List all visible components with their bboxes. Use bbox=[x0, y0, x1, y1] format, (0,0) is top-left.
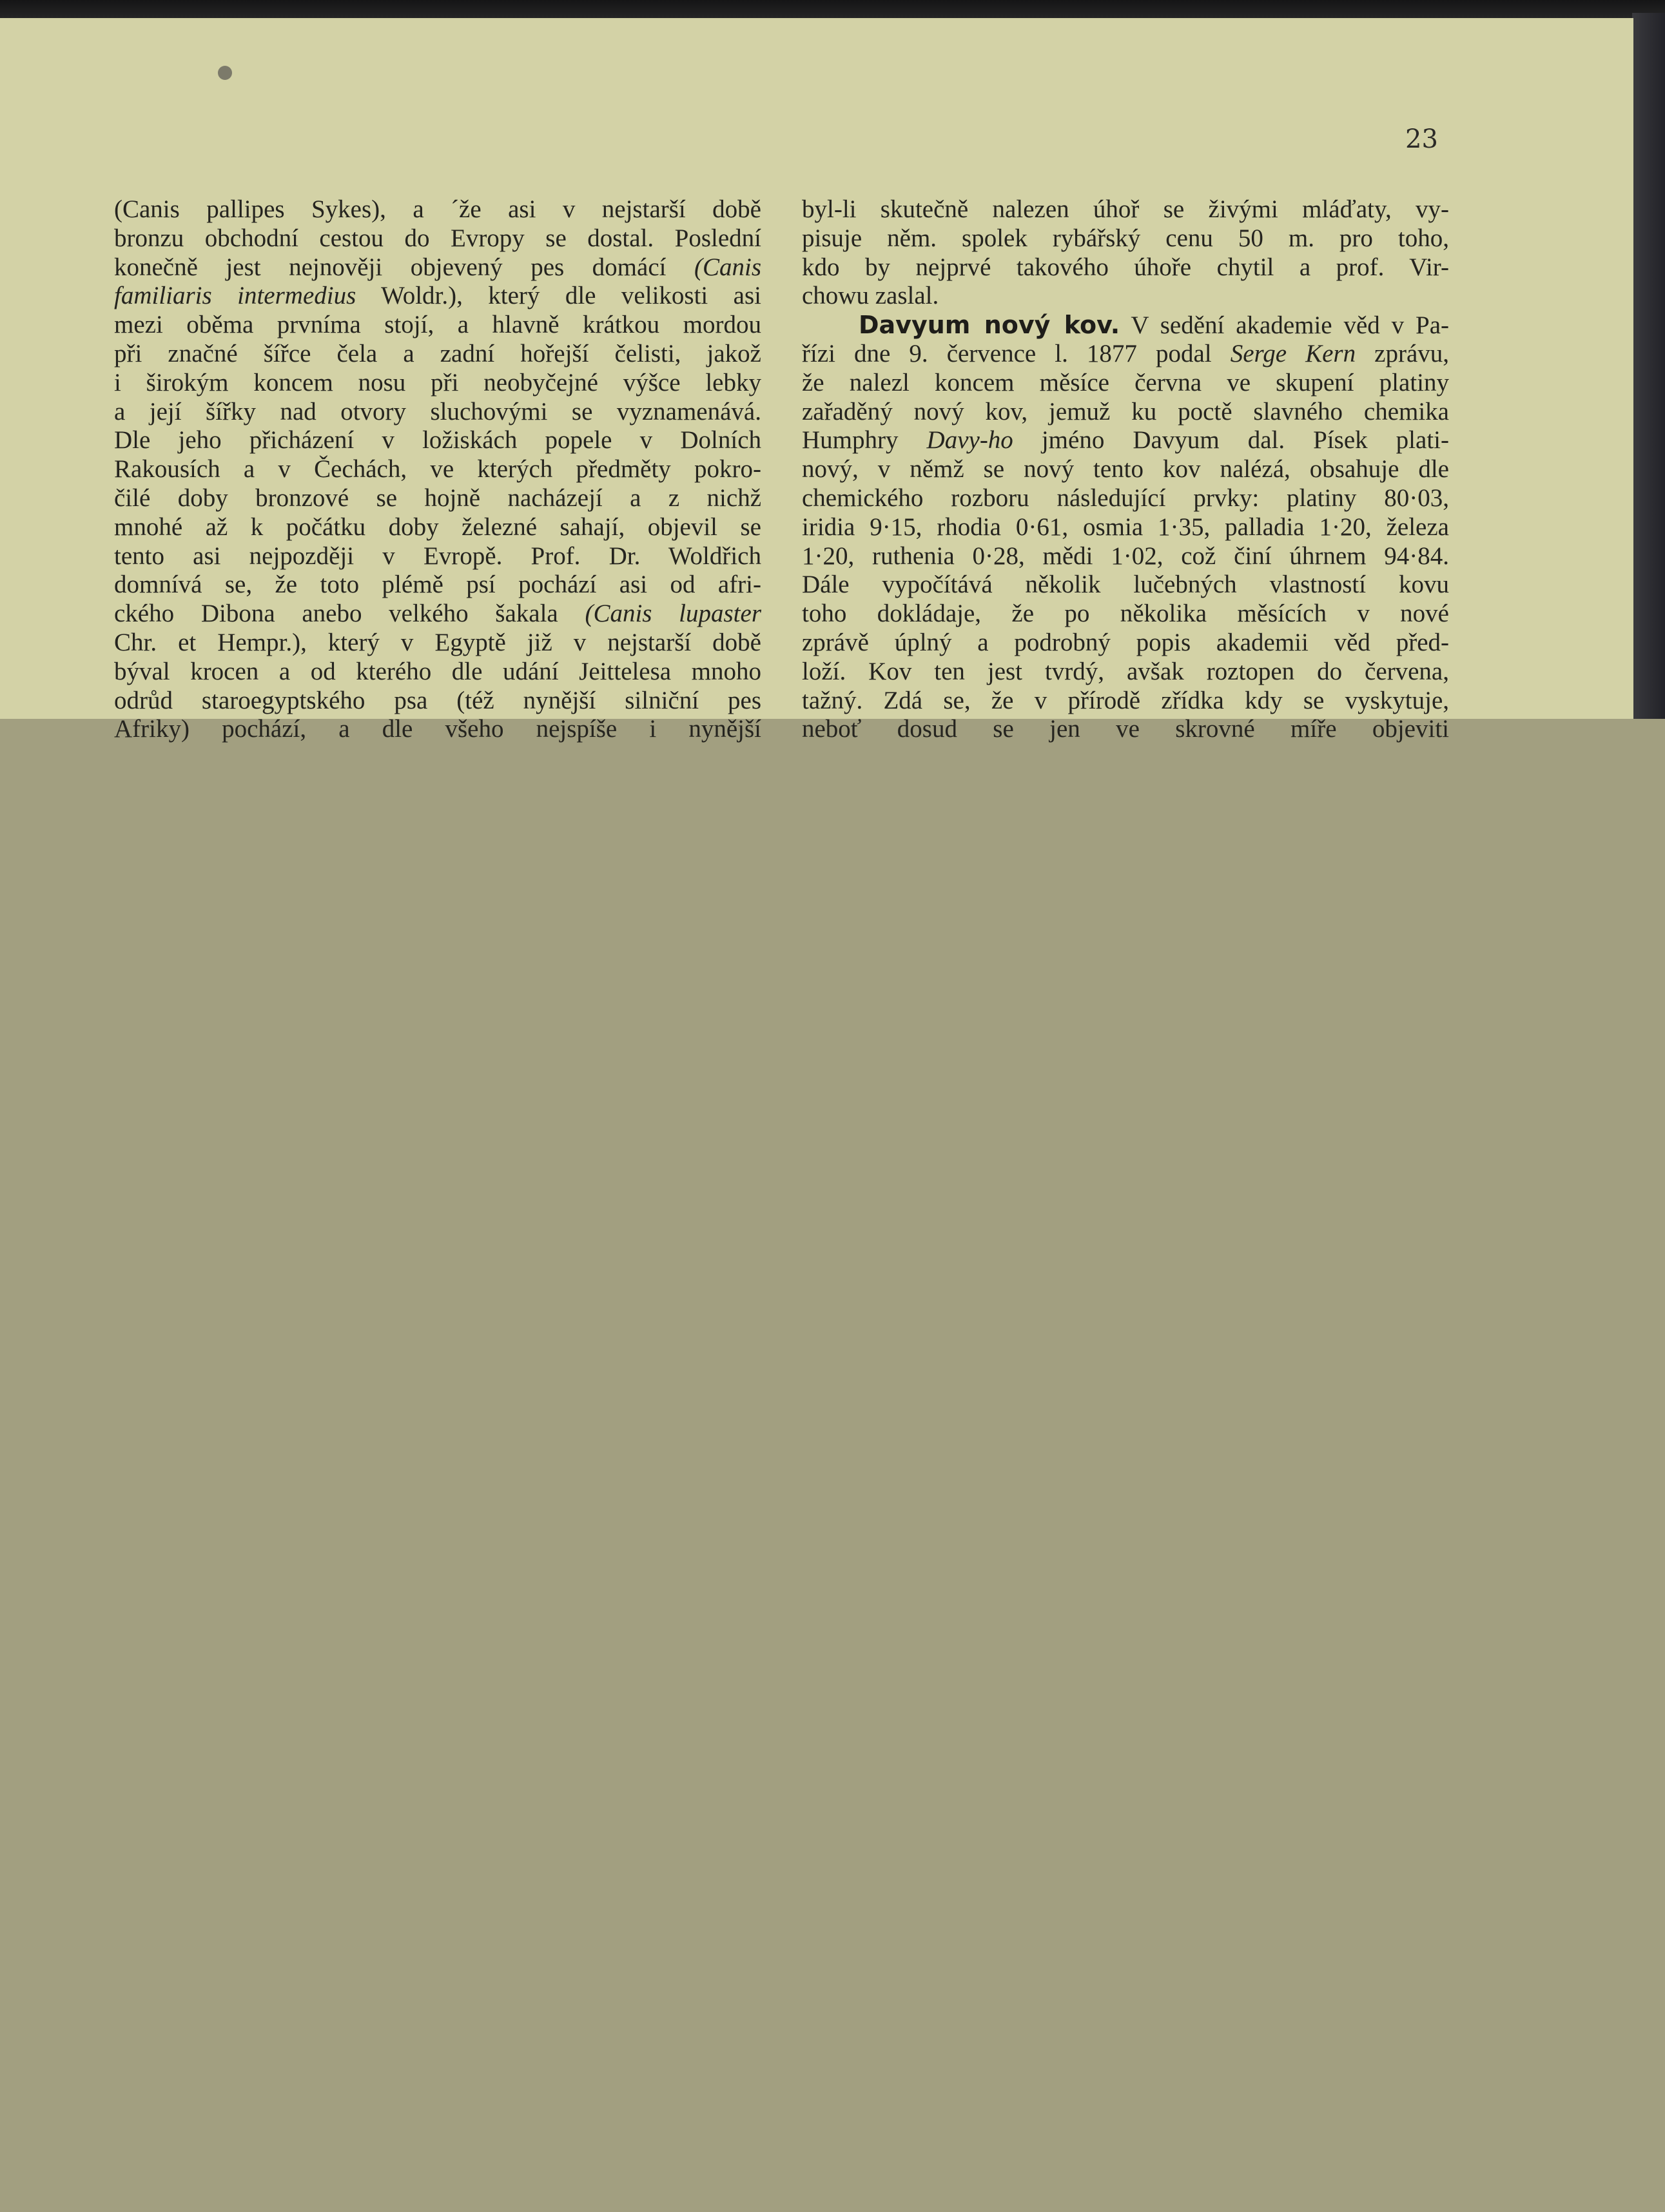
text-run: mezi oběma prvníma stojí, a hlavně krátkou mordou bbox=[114, 311, 761, 339]
text-line bbox=[802, 253, 1449, 282]
text-line bbox=[114, 600, 761, 629]
text-run: odrůd staroegyptského psa (též nynější silniční pes bbox=[114, 686, 761, 714]
text-run: nový, v němž se nový tento kov nalézá, obsahuje dle bbox=[802, 455, 1449, 484]
italic-text: (Canis lupaster bbox=[585, 600, 761, 628]
text-run: chowu zaslal. bbox=[802, 282, 939, 310]
text-line bbox=[114, 426, 761, 455]
text-line bbox=[802, 282, 1449, 311]
text-line bbox=[114, 398, 761, 427]
text-line bbox=[114, 224, 761, 253]
text-run: loží. Kov ten jest tvrdý, avšak roztopen do červena, bbox=[802, 657, 1449, 685]
page-number: 23 bbox=[1405, 124, 1438, 154]
text-run: zařaděný nový kov, jemuž ku poctě slavného chemika bbox=[802, 397, 1449, 426]
text-run: Afriky) pochází, a dle všeho nejspíše i nynější bbox=[114, 715, 761, 743]
text-run: kdo by nejprvé takového úhoře chytil a prof. Vir- bbox=[802, 253, 1449, 281]
text-line bbox=[114, 455, 761, 484]
text-run: V sedění akademie věd v Pa- bbox=[1120, 311, 1449, 340]
text-run: a její šířky nad otvory sluchovými se vyznamenává. bbox=[114, 397, 761, 426]
text-run: domnívá se, že toto plémě psí pochází asi od afri- bbox=[114, 571, 761, 599]
text-line bbox=[802, 658, 1449, 687]
text-run: byl-li skutečně nalezen úhoř se živými mláďaty, vy- bbox=[802, 195, 1449, 223]
text-run: zprávu, bbox=[1356, 339, 1450, 367]
text-line bbox=[114, 629, 761, 658]
text-line bbox=[114, 715, 761, 744]
text-line bbox=[114, 253, 761, 282]
text-run: i širokým koncem nosu při neobyčejné výšce lebky bbox=[114, 368, 761, 396]
text-run: pisuje něm. spolek rybářský cenu 50 m. pro toho, bbox=[802, 224, 1449, 252]
text-line bbox=[802, 687, 1449, 716]
page-punch-hole bbox=[218, 66, 232, 80]
text-run: iridia 9·15, rhodia 0·61, osmia 1·35, palladia 1·20, železa bbox=[802, 513, 1449, 541]
text-run: mnohé až k počátku doby železné sahají, objevil se bbox=[114, 513, 761, 541]
book-page bbox=[0, 18, 1633, 743]
text-line bbox=[114, 658, 761, 687]
text-line bbox=[802, 195, 1449, 224]
text-run: 1·20, ruthenia 0·28, mědi 1·02, což činí úhrnem 94·84. bbox=[802, 542, 1449, 570]
text-line bbox=[802, 340, 1449, 369]
text-run: býval krocen a od kterého dle udání Jeittelesa mnoho bbox=[114, 657, 761, 685]
text-run: jméno Davyum dal. Písek plati- bbox=[1013, 426, 1449, 455]
text-line bbox=[802, 542, 1449, 571]
text-line bbox=[802, 224, 1449, 253]
text-run: Humphry bbox=[802, 426, 927, 455]
text-run: Chr. et Hempr.), který v Egyptě již v nejstarší době bbox=[114, 628, 761, 656]
text-line bbox=[802, 426, 1449, 455]
text-line bbox=[802, 398, 1449, 427]
italic-text: (Canis bbox=[694, 253, 761, 281]
text-run: čilé doby bronzové se hojně nacházejí a z nichž bbox=[114, 484, 761, 512]
text-line bbox=[802, 571, 1449, 600]
text-line bbox=[802, 600, 1449, 629]
text-line bbox=[802, 513, 1449, 542]
text-line bbox=[802, 629, 1449, 658]
text-line bbox=[802, 369, 1449, 398]
italic-text: familiaris intermedius bbox=[114, 282, 356, 310]
left-text-column bbox=[114, 195, 761, 744]
text-line bbox=[114, 484, 761, 513]
text-line bbox=[114, 369, 761, 398]
text-line bbox=[114, 311, 761, 340]
text-line bbox=[802, 715, 1449, 744]
text-run: bronzu obchodní cestou do Evropy se dostal. Poslední bbox=[114, 224, 761, 252]
right-text-column bbox=[802, 195, 1449, 744]
text-run: Dále vypočítává několik lučebných vlastností kovu bbox=[802, 571, 1449, 599]
text-run: že nalezl koncem měsíce června ve skupení platiny bbox=[802, 368, 1449, 396]
text-run: Dle jeho přicházení v ložiskách popele v Dolních bbox=[114, 426, 761, 455]
text-line bbox=[114, 687, 761, 716]
text-line bbox=[802, 311, 1449, 340]
section-heading: Davyum nový kov. bbox=[859, 311, 1120, 340]
text-run: Woldr.), který dle velikosti asi bbox=[356, 282, 762, 310]
text-run: tento asi nejpozději v Evropě. Prof. Dr. Woldřich bbox=[114, 542, 761, 570]
text-run: ckého Dibona anebo velkého šakala bbox=[114, 600, 585, 628]
text-line bbox=[114, 513, 761, 542]
text-line bbox=[802, 484, 1449, 513]
text-run: konečně jest nejnověji objevený pes domácí bbox=[114, 253, 694, 281]
italic-text: Davy-ho bbox=[926, 426, 1013, 455]
text-run: zprávě úplný a podrobný popis akademii věd před- bbox=[802, 628, 1449, 656]
text-run: Rakousích a v Čechách, ve kterých předměty pokro- bbox=[114, 455, 761, 484]
italic-text: Serge Kern bbox=[1230, 339, 1356, 367]
text-run: řízi dne 9. července l. 1877 podal bbox=[802, 339, 1231, 367]
text-run: neboť dosud se jen ve skrovné míře objeviti bbox=[802, 715, 1449, 743]
text-line bbox=[114, 340, 761, 369]
scan-right-edge bbox=[1632, 13, 1665, 719]
text-line bbox=[114, 282, 761, 311]
text-line bbox=[114, 542, 761, 571]
text-run: chemického rozboru následující prvky: platiny 80·03, bbox=[802, 484, 1449, 512]
text-line bbox=[114, 195, 761, 224]
text-run: toho dokládaje, že po několika měsících v nové bbox=[802, 600, 1449, 628]
text-line bbox=[114, 571, 761, 600]
text-run: při značné šířce čela a zadní hořejší čelisti, jakož bbox=[114, 339, 761, 367]
text-run: tažný. Zdá se, že v přírodě zřídka kdy se vyskytuje, bbox=[802, 686, 1449, 714]
text-run: (Canis pallipes Sykes), a ´že asi v nejstarší době bbox=[114, 195, 761, 223]
text-line bbox=[802, 455, 1449, 484]
